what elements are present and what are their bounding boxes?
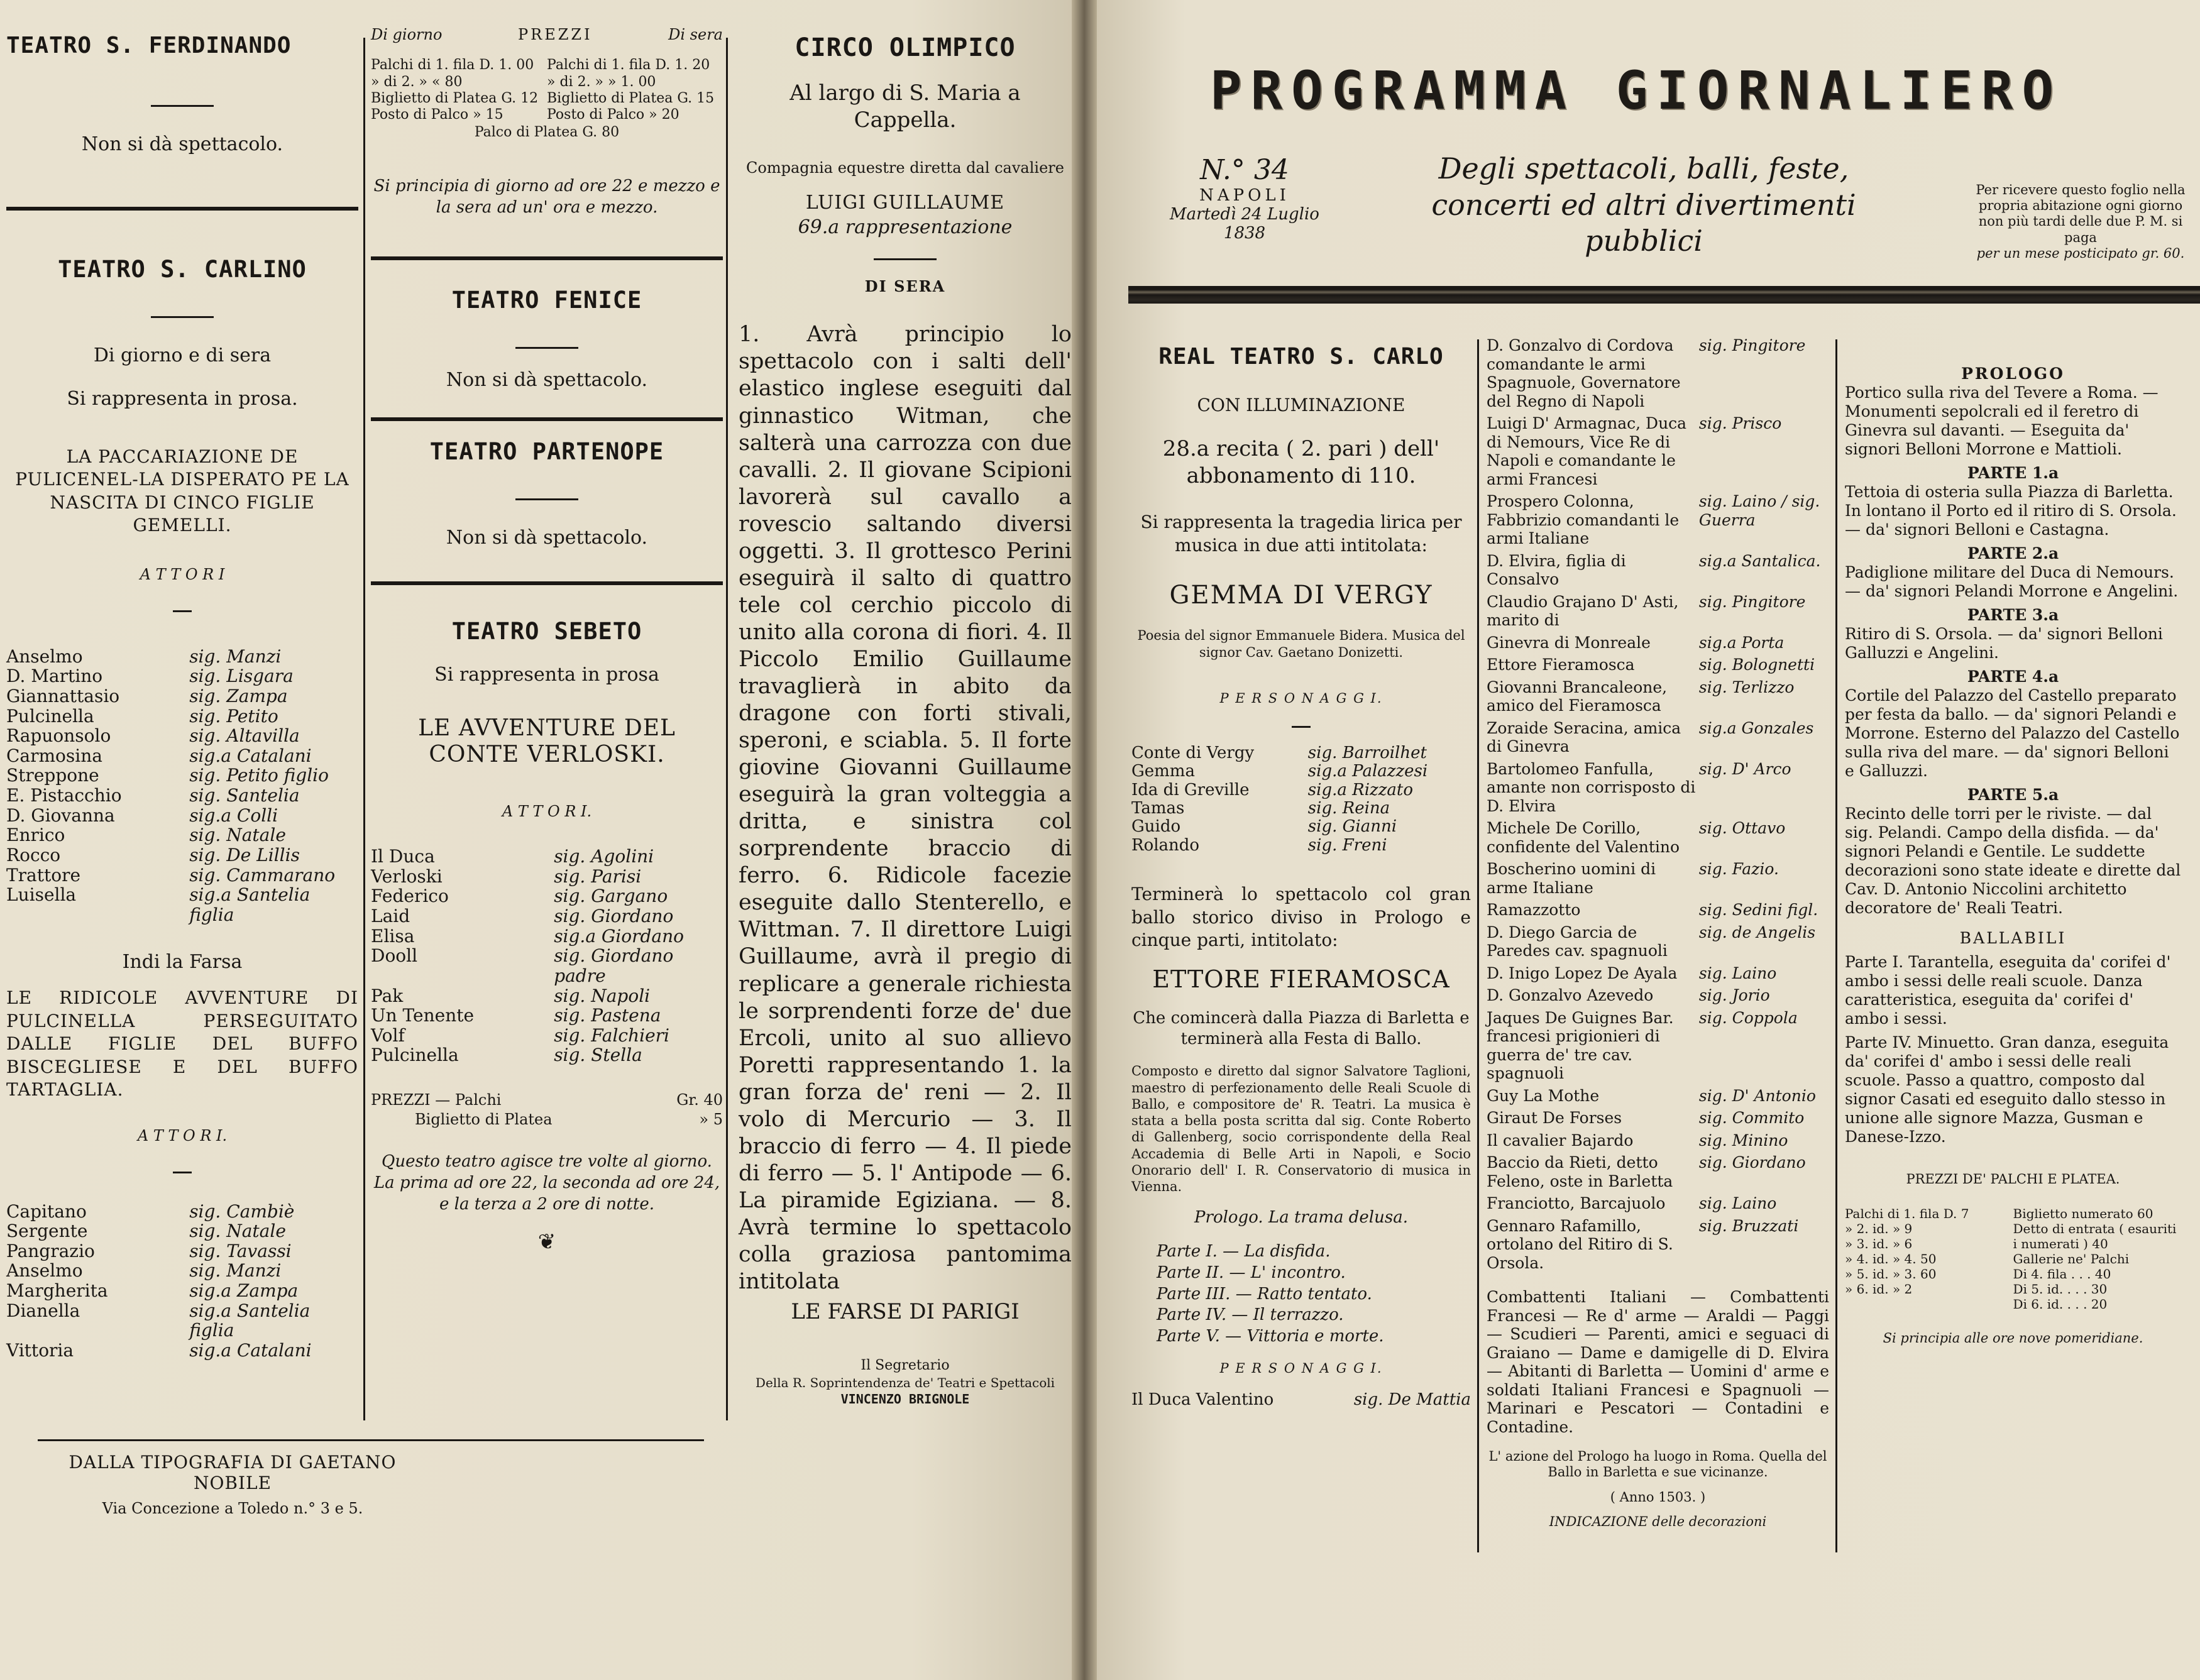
- prezzi-table: [371, 57, 723, 124]
- divider: [38, 1439, 704, 1441]
- scene-text: Ritiro di S. Orsola. — da' signori Belloni Galluzzi e Angelini.: [1845, 625, 2163, 662]
- carlino-genre: Si rappresenta in prosa.: [67, 387, 298, 410]
- divider: [371, 256, 723, 260]
- prezzi-header: [371, 25, 723, 45]
- role: Ida di Greville: [1131, 780, 1250, 799]
- role: Giannattasio: [6, 685, 120, 706]
- part-label: Parte V.: [1157, 1327, 1220, 1346]
- subscription: [1974, 182, 2187, 261]
- ferdinando-note: Non si dà spettacolo.: [81, 133, 283, 155]
- role: Luigi D' Armagnac, Duca di Nemours, Vice Re di Napoli e comandante le armi Francesi: [1487, 414, 1687, 488]
- sebeto-platea: [371, 1110, 723, 1129]
- partenope-note: Non si dà spettacolo.: [446, 527, 648, 549]
- role: Volf: [371, 1024, 405, 1046]
- role: Vittoria: [6, 1339, 74, 1361]
- divider: [371, 417, 723, 421]
- sebeto-prezzi: [371, 1090, 723, 1110]
- prezzi-heading: PREZZI DE' PALCHI E PLATEA.: [1906, 1172, 2120, 1187]
- role: Bartolomeo Fanfulla, amante non corrisposto di D. Elvira: [1487, 759, 1696, 815]
- prezzi-day: Di giorno: [371, 26, 443, 43]
- comparse: Combattenti Italiani — Combattenti Francesi — Re d' arme — Araldi — Paggi — Scudieri — Parenti, amici e seguaci di Graiano — Dame e damigelle di D. Elvira — Abitanti di Barletta — Uomini d' arme e soldati Italiani Francesi e Spagnuoli — Marinari e Pescatori — Contadini e Contadine.: [1487, 1288, 1829, 1436]
- role: D. Elvira, figlia di Consalvo: [1487, 551, 1626, 588]
- dancer: sig. Pingitore: [1698, 336, 1806, 354]
- dancer: sig.a Porta: [1698, 633, 1785, 652]
- price-cell: » di 2. » » 1. 00: [547, 74, 656, 90]
- ballo-cast: [1487, 336, 1829, 1272]
- sebeto-note: Questo teatro agisce tre volte al giorno. La prima ad ore 22, la seconda ad ore 24, e la terza a 2 ore di notte.: [373, 1152, 720, 1214]
- dancer: sig. Jorio: [1698, 986, 1770, 1004]
- ballo-duca: [1131, 1390, 1471, 1411]
- subscription-price: per un mese posticipato gr. 60.: [1976, 245, 2185, 261]
- dancer: sig. Laino: [1698, 1194, 1777, 1212]
- circo-place: Al largo di S. Maria a Cappella.: [789, 80, 1021, 133]
- platea-prices: [2013, 1206, 2182, 1312]
- sebeto-title: TEATRO SEBETO: [451, 618, 642, 645]
- ornament: [515, 498, 578, 500]
- column-2: [371, 25, 723, 1256]
- dancer: sig. D' Arco: [1698, 759, 1791, 778]
- scenery-column: [1845, 365, 2181, 1346]
- role: Elisa: [371, 925, 415, 947]
- opera-title: GEMMA DI VERGY: [1169, 580, 1433, 610]
- indicazione: INDICAZIONE delle decorazioni: [1549, 1514, 1767, 1530]
- partenope-title: TEATRO PARTENOPE: [429, 438, 664, 466]
- printer: [38, 1452, 427, 1517]
- prezzi-last: Palco di Platea G. 80: [474, 124, 620, 140]
- prezzi-table: [1845, 1206, 2181, 1312]
- price-row: Gallerie ne' Palchi: [2013, 1251, 2130, 1267]
- dancer: sig. Prisco: [1698, 414, 1782, 432]
- secretary-name: VINCENZO BRIGNOLE: [840, 1392, 970, 1407]
- dancer: sig. Laino / sig. Guerra: [1698, 492, 1820, 529]
- price-cell: Posto di Palco » 20: [547, 107, 679, 123]
- actor: sig.a Giordano: [554, 925, 685, 947]
- part-title: — Ratto tentato.: [1235, 1284, 1372, 1304]
- issue-number: N.° 34: [1200, 154, 1289, 186]
- price-cell: Biglietto di Platea G. 15: [547, 90, 715, 106]
- scene-text: Tettoia di osteria sulla Piazza di Barletta. In lontano il Porto ed il ritiro di S. Orsola. — da' signori Belloni e Castagna.: [1845, 483, 2177, 539]
- role: Ginevra di Monreale: [1487, 633, 1651, 652]
- role: Anselmo: [6, 645, 83, 667]
- role: Conte di Vergy: [1131, 743, 1255, 762]
- actor: sig.a Santelia figlia: [189, 1300, 311, 1341]
- role: Boscherino uomini di arme Italiane: [1487, 860, 1656, 897]
- ornament: [173, 1172, 192, 1173]
- ballo-where: Che comincerà dalla Piazza di Barletta e terminerà alla Festa di Ballo.: [1133, 1008, 1470, 1049]
- masthead-rule: [1128, 286, 2200, 304]
- column-3: [739, 25, 1072, 1407]
- part-label: Parte III.: [1157, 1284, 1231, 1304]
- price-row: » 2. id. » 9: [1845, 1221, 1913, 1237]
- role: Federico: [371, 886, 449, 907]
- price-cell: Palchi di 1. fila D. 1. 20: [547, 57, 710, 74]
- carlino-cast: [6, 647, 358, 925]
- ballo-credits: Composto e diretto dal signor Salvatore Taglioni, maestro di perfezionamento delle Reali Scuole di Ballo, e compositore de' R. Teatri. La musica è stata a bella posta scritta dal sig. Conte Roberto di Gallenberg, socio corrispondente della Real Accademia di Belle Arti in Napoli, e Socio Onorario dell' I. R. Conservatorio di musica in Vienna.: [1131, 1063, 1471, 1195]
- role: Anselmo: [6, 1260, 83, 1282]
- price-row: » 3. id. » 6: [1845, 1236, 1913, 1252]
- opera-intro: Si rappresenta la tragedia lirica per musica in due atti intitolata:: [1140, 512, 1462, 556]
- role: Dooll: [371, 945, 418, 967]
- printer-name: DALLA TIPOGRAFIA DI GAETANO NOBILE: [69, 1452, 397, 1493]
- part-heading: PARTE 1.a: [1967, 464, 2059, 482]
- actor: sig. Natale: [189, 825, 286, 846]
- role: Margherita: [6, 1280, 108, 1302]
- sebeto-genre: Si rappresenta in prosa: [434, 664, 659, 686]
- actor: sig.a Colli: [189, 804, 278, 826]
- carlino-title: TEATRO S. CARLINO: [58, 255, 307, 283]
- scene-text: Padiglione militare del Duca di Nemours. — da' signori Pelandi Morrone e Angelini.: [1845, 563, 2179, 600]
- actor: sig. Falchieri: [554, 1024, 669, 1046]
- actor: sig. Zampa: [189, 685, 288, 706]
- issue-date: Martedì 24 Luglio 1838: [1170, 205, 1319, 243]
- actors-label: A T T O R I.: [502, 803, 592, 820]
- price-row: Di 6. id. . . . 20: [2013, 1297, 2108, 1312]
- farsa-cast: [6, 1202, 358, 1361]
- role: Zoraide Seracina, amica di Ginevra: [1487, 718, 1681, 755]
- prezzi-note: Si principia di giorno ad ore 22 e mezzo e la sera ad un' ora e mezzo.: [373, 177, 720, 217]
- actor: sig. Altavilla: [189, 725, 300, 747]
- personaggi-label: P E R S O N A G G I.: [1219, 690, 1383, 706]
- actor: sig. Petito: [189, 705, 278, 727]
- actor: sig.a Catalani: [189, 745, 312, 766]
- part-label: Parte IV.: [1157, 1305, 1227, 1325]
- role: Rocco: [6, 844, 61, 865]
- role: Gemma: [1131, 762, 1195, 781]
- issue-info: [1150, 154, 1339, 243]
- role: D. Martino: [6, 666, 103, 687]
- actor: sig. Cambiè: [189, 1200, 295, 1222]
- price-row: Palchi di 1. fila D. 7: [1845, 1206, 1969, 1222]
- dancer: sig. Coppola: [1698, 1008, 1798, 1027]
- role: Ettore Fieramosca: [1487, 656, 1635, 674]
- role: Jaques De Guignes Bar. francesi prigionieri di guerra de' tre cav. spagnuoli: [1487, 1008, 1674, 1082]
- role: Capitano: [6, 1200, 87, 1222]
- ornament: [151, 316, 214, 318]
- personaggi-label: P E R S O N A G G I.: [1219, 1361, 1383, 1376]
- divider: [6, 207, 358, 211]
- role: Claudio Grajano D' Asti, marito di: [1487, 592, 1679, 629]
- role: Guido: [1131, 817, 1181, 837]
- dancer: sig. Bruzzati: [1698, 1216, 1799, 1235]
- singer: sig. Gianni: [1307, 817, 1397, 837]
- printer-address: Via Concezione a Toledo n.° 3 e 5.: [102, 1500, 363, 1517]
- actor: sig. De Lillis: [189, 844, 300, 865]
- ballabili-text: Parte IV. Minuetto. Gran danza, eseguita da' corifei d' ambo i sessi delle reali scuole. Passo a quattro, composto dal signor Casati ed eseguito dallo stesso in unione alle signore Mazza, Gusman e Danese-Izzo.: [1845, 1033, 2169, 1146]
- actor: sig. Santelia: [189, 785, 300, 806]
- anno: ( Anno 1503. ): [1610, 1489, 1706, 1505]
- role: D. Gonzalvo di Cordova comandante le armi Spagnuole, Governatore del Regno di Napoli: [1487, 336, 1681, 410]
- singer: sig.a Palazzesi: [1307, 762, 1428, 781]
- book-gutter: [1072, 0, 1097, 1680]
- dancer: sig. Laino: [1698, 964, 1777, 982]
- dancer: sig. Bolognetti: [1698, 656, 1815, 674]
- dancer: sig. Terlizzo: [1698, 678, 1795, 696]
- dancer: sig. Minino: [1698, 1131, 1788, 1150]
- role: Guy La Mothe: [1487, 1086, 1600, 1105]
- role: E. Pistacchio: [6, 785, 122, 806]
- role: Il Duca Valentino: [1131, 1390, 1274, 1410]
- role: Laid: [371, 906, 410, 927]
- role: Michele De Corillo, confidente del Valentino: [1487, 819, 1680, 856]
- part-label: Parte I.: [1157, 1242, 1218, 1261]
- platea-label: Biglietto di Platea: [415, 1111, 553, 1129]
- dancer: sig.a Gonzales: [1698, 718, 1814, 737]
- actor: sig. Manzi: [189, 645, 282, 667]
- role: Gennaro Rafamillo, ortolano del Ritiro di S. Orsola.: [1487, 1216, 1673, 1272]
- price-cell: Biglietto di Platea G. 12: [371, 90, 539, 106]
- dancer: sig. de Angelis: [1698, 923, 1816, 942]
- actor: sig. Lisgara: [189, 666, 294, 687]
- price-cell: » di 2. » « 80: [371, 74, 463, 90]
- circo-company: Compagnia equestre diretta dal cavaliere: [746, 159, 1064, 177]
- role: Dianella: [6, 1300, 80, 1321]
- price-row: Biglietto numerato 60: [2013, 1206, 2153, 1222]
- actor: sig. Giordano padre: [554, 945, 674, 986]
- role: Luisella: [6, 884, 77, 906]
- role: Enrico: [6, 825, 65, 846]
- role: Carmosina: [6, 745, 102, 766]
- sancarlo-title: REAL TEATRO S. CARLO: [1158, 344, 1444, 370]
- part-title: — Il terrazzo.: [1231, 1305, 1344, 1325]
- circo-rep: 69.a rappresentazione: [798, 216, 1013, 239]
- secretary-title: Il Segretario: [861, 1357, 950, 1373]
- scene-text: Cortile del Palazzo del Castello preparato per festa da ballo. — da' signori Pelandi e Morrone. Esterno del Palazzo del Castello sulla riva del mare. — da' signori Belloni e Galluzzi.: [1845, 686, 2180, 780]
- role: Rapuonsolo: [6, 725, 111, 747]
- scene-text: Recinto delle torri per le riviste. — dal sig. Pelandi. Campo della disfida. — da' signori Pelandi e Gentile. Le suddette decorazioni sono state ideate e dirette dal Cav. D. Antonio Niccolini architetto decoratore de' Reali Teatri.: [1845, 804, 2181, 917]
- azione: L' azione del Prologo ha luogo in Roma. Quella del Ballo in Barletta e sue vicinanze.: [1488, 1449, 1827, 1480]
- actor: sig.a Zampa: [189, 1280, 299, 1302]
- ballo-title: ETTORE FIERAMOSCA: [1152, 965, 1450, 994]
- role: Pulcinella: [371, 1045, 459, 1066]
- farsa-title: LE RIDICOLE AVVENTURE DI PULCINELLA PERSEGUITATO DALLE FIGLIE DEL BUFFO BISCEGLIESE E DEL BUFFO TARTAGLIA.: [6, 987, 358, 1100]
- subscription-terms: Per ricevere questo foglio nella propria abitazione ogni giorno non più tardi delle due P. M. si paga: [1976, 182, 2186, 245]
- actor: sig. Stella: [554, 1045, 642, 1066]
- circo-sera: DI SERA: [864, 277, 946, 296]
- role: Ramazzotto: [1487, 901, 1581, 919]
- role: Verloski: [371, 865, 443, 887]
- fleuron-icon: ❦: [537, 1229, 556, 1255]
- actor: sig. Natale: [189, 1221, 286, 1242]
- singer: sig.a Rizzato: [1307, 780, 1414, 799]
- price-cell: Palchi di 1. fila D. 1. 00: [371, 57, 534, 74]
- ballo-intro: Terminerà lo spettacolo col gran ballo storico diviso in Prologo e cinque parti, intitolato:: [1131, 884, 1471, 950]
- masthead-title: PROGRAMMA GIORNALIERO: [1210, 60, 2063, 121]
- dancer: sig. Giordano: [1698, 1153, 1806, 1172]
- illuminazione: CON ILLUMINAZIONE: [1197, 394, 1405, 415]
- ballo-cast-column: [1487, 336, 1829, 1530]
- role: Franciotto, Barcajuolo: [1487, 1194, 1666, 1212]
- scene-text: Portico sulla riva del Tevere a Roma. — Monumenti sepolcrali ed il feretro di Ginevra sul davanti. — Eseguita da' signori Belloni Morrone e Mattioli.: [1845, 383, 2159, 458]
- fenice-title: TEATRO FENICE: [451, 286, 642, 314]
- carlino-times: Di giorno e di sera: [93, 344, 272, 366]
- role: Il Duca: [371, 846, 435, 867]
- carlino-play: LA PACCARIAZIONE DE PULICENEL-LA DISPERATO PE LA NASCITA DI CINCO FIGLIE GEMELLI.: [15, 446, 349, 536]
- price-row: » 4. id. » 4. 50: [1845, 1251, 1937, 1267]
- column-1: [6, 25, 358, 1361]
- actor: sig. Manzi: [189, 1260, 282, 1282]
- prezzi-label: PREZZI — Palchi: [371, 1091, 502, 1109]
- issue-city: NAPOLI: [1199, 186, 1290, 205]
- role: Streppone: [6, 765, 99, 786]
- sebeto-cast: [371, 847, 723, 1065]
- part-heading: PARTE 4.a: [1967, 667, 2059, 686]
- actors-label: A T T O R I: [140, 566, 225, 584]
- ornament: [874, 258, 937, 260]
- fenice-note: Non si dà spettacolo.: [446, 369, 648, 392]
- prologo: Prologo. La trama delusa.: [1194, 1208, 1408, 1227]
- left-page: [0, 0, 1072, 1680]
- part-heading: PARTE 3.a: [1967, 606, 2059, 624]
- role: Trattore: [6, 864, 81, 886]
- dancer: sig.a Santalica.: [1698, 551, 1821, 570]
- column-rule: [726, 38, 728, 1420]
- role: Un Tenente: [371, 1005, 475, 1026]
- dancer: sig. D' Antonio: [1698, 1086, 1816, 1105]
- role: Tamas: [1131, 798, 1185, 818]
- part-heading: PARTE 5.a: [1967, 786, 2059, 804]
- column-rule: [1835, 339, 1837, 1552]
- price-row: Detto di entrata ( esauriti i numerati ) 40: [2013, 1221, 2177, 1252]
- ballo-parts: [1131, 1241, 1471, 1348]
- role: Giovanni Brancaleone, amico del Fieramosca: [1487, 678, 1668, 715]
- sebeto-play: LE AVVENTURE DEL CONTE VERLOSKI.: [418, 715, 676, 767]
- opera-cast: [1131, 744, 1471, 855]
- masthead-subtitle: Degli spettacoli, balli, feste, concerti ed altri divertimenti pubblici: [1431, 151, 1856, 258]
- actor: sig.a Catalani: [189, 1339, 312, 1361]
- actor: sig. Tavassi: [189, 1240, 292, 1261]
- part-title: — La disfida.: [1223, 1242, 1331, 1261]
- sancarlo-column: [1131, 336, 1471, 1411]
- actor: sig. Parisi: [554, 865, 642, 887]
- role: Il cavalier Bajardo: [1487, 1131, 1634, 1150]
- recita: 28.a recita ( 2. pari ) dell' abbonamento di 110.: [1162, 436, 1440, 488]
- role: Sergente: [6, 1221, 88, 1242]
- actor: sig.a Santelia figlia: [189, 884, 311, 925]
- farsa-intro: Indi la Farsa: [122, 951, 243, 974]
- actors-label: A T T O R I.: [137, 1127, 228, 1145]
- role: D. Gonzalvo Azevedo: [1487, 986, 1654, 1004]
- singer: sig. Barroilhet: [1307, 743, 1427, 762]
- opera-credits: Poesia del signor Emmanuele Bidera. Musica del signor Cav. Gaetano Donizetti.: [1137, 627, 1465, 661]
- dancer: sig. Fazio.: [1698, 860, 1779, 878]
- role: D. Inigo Lopez De Ayala: [1487, 964, 1678, 982]
- circo-farse: LE FARSE DI PARIGI: [791, 1299, 1020, 1325]
- price-cell: Posto di Palco » 15: [371, 107, 503, 123]
- role: D. Giovanna: [6, 804, 115, 826]
- dancer: sig. Ottavo: [1698, 819, 1786, 837]
- column-rule: [1477, 339, 1479, 1552]
- actor: sig. Pastena: [554, 1005, 661, 1026]
- ballabili-heading: BALLABILI: [1959, 929, 2067, 947]
- role: Pulcinella: [6, 705, 94, 727]
- palchi-prices: [1845, 1206, 2013, 1312]
- role: Pak: [371, 985, 404, 1006]
- ornament: [173, 610, 192, 612]
- dancer: sig. Pingitore: [1698, 592, 1806, 611]
- role: D. Diego Garcia de Paredes cav. spagnuoli: [1487, 923, 1668, 960]
- ornament: [1292, 726, 1311, 728]
- circo-director: LUIGI GUILLAUME: [805, 192, 1005, 214]
- prezzi-night: Di sera: [668, 26, 723, 43]
- dancer: sig. Commito: [1698, 1109, 1805, 1127]
- role: Giraut De Forses: [1487, 1109, 1622, 1127]
- role: Prospero Colonna, Fabbrizio comandanti le armi Italiane: [1487, 492, 1680, 547]
- part-title: — Vittoria e morte.: [1225, 1327, 1384, 1346]
- price-row: Di 4. fila . . . 40: [2013, 1266, 2111, 1282]
- dancer: sig. De Mattia: [1353, 1390, 1471, 1410]
- price-row: » 6. id. » 2: [1845, 1282, 1913, 1297]
- prologo-heading: PROLOGO: [1961, 365, 2065, 383]
- price-row: Di 5. id. . . . 30: [2013, 1282, 2108, 1297]
- role: Baccio da Rieti, detto Feleno, oste in Barletta: [1487, 1153, 1673, 1190]
- actor: sig. Gargano: [554, 886, 668, 907]
- ballabili-text: Parte I. Tarantella, eseguita da' corifei d' ambo i sessi delle reali scuole. Danza caratteristica, eseguita da' corifei d' ambo i sessi.: [1845, 953, 2171, 1028]
- actor: sig. Agolini: [554, 846, 654, 867]
- platea-value: » 5: [699, 1111, 723, 1129]
- ornament: [515, 347, 578, 349]
- circo-program: 1. Avrà principio lo spettacolo con i salti dell' elastico inglese eseguiti dal ginnastico Witman, che salterà una carrozza con due cavalli. 2. Il giovane Scipioni lavorerà sul cavallo a rovescio saltando diversi oggetti. 3. Il grottesco Perini eseguirà il salto di quattro tele col cerchio piccolo di unito alla corona di fiori. 4. Il Piccolo Emilio Guillaume travaglierà in abito da dragone con forti stivali, speroni, e sciabla. 5. Il forte giovine Giovanni Guillaume eseguirà la gran volteggia a dritta, e sinistra col sorprendente braccio di ferro. 6. Ridicole facezie eseguite dallo Stenterello, e Wittman. 7. Il direttore Luigi Guillaume, avrà il pregio di replicare a generale richiesta le sorprendenti forze de' due Ercoli, unito al suo allievo Poretti rappresentando 1. la gran forza de' reni — 2. Il volo di Mercurio — 3. Il braccio di ferro — 4. Il piede di ferro — 5. l' Antipode — 6. La piramide Egiziana. — 8. Avrà termine lo spettacolo colla graziosa pantomima intitolata: [739, 322, 1072, 1295]
- role: Rolando: [1131, 835, 1200, 855]
- actor: sig. Napoli: [554, 985, 651, 1006]
- start-time: Si principia alle ore nove pomeridiane.: [1883, 1331, 2143, 1346]
- actor: sig. Cammarano: [189, 864, 336, 886]
- ornament: [151, 105, 214, 107]
- part-title: — L' incontro.: [1229, 1263, 1346, 1282]
- divider: [371, 581, 723, 585]
- circo-title: CIRCO OLIMPICO: [795, 33, 1016, 62]
- part-label: Parte II.: [1157, 1263, 1224, 1282]
- singer: sig. Reina: [1307, 798, 1390, 818]
- price-row: » 5. id. » 3. 60: [1845, 1266, 1937, 1282]
- dancer: sig. Sedini figl.: [1698, 901, 1818, 919]
- singer: sig. Freni: [1307, 835, 1387, 855]
- prezzi-title: PREZZI: [517, 26, 593, 43]
- column-rule: [363, 38, 365, 1420]
- prezzi-value: Gr. 40: [676, 1091, 723, 1109]
- role: Pangrazio: [6, 1240, 95, 1261]
- ferdinando-title: TEATRO S. FERDINANDO: [6, 33, 292, 58]
- secretary-office: Della R. Soprintendenza de' Teatri e Spettacoli: [755, 1375, 1055, 1391]
- actor: sig. Giordano: [554, 906, 674, 927]
- actor: sig. Petito figlio: [189, 765, 329, 786]
- part-heading: PARTE 2.a: [1967, 544, 2059, 563]
